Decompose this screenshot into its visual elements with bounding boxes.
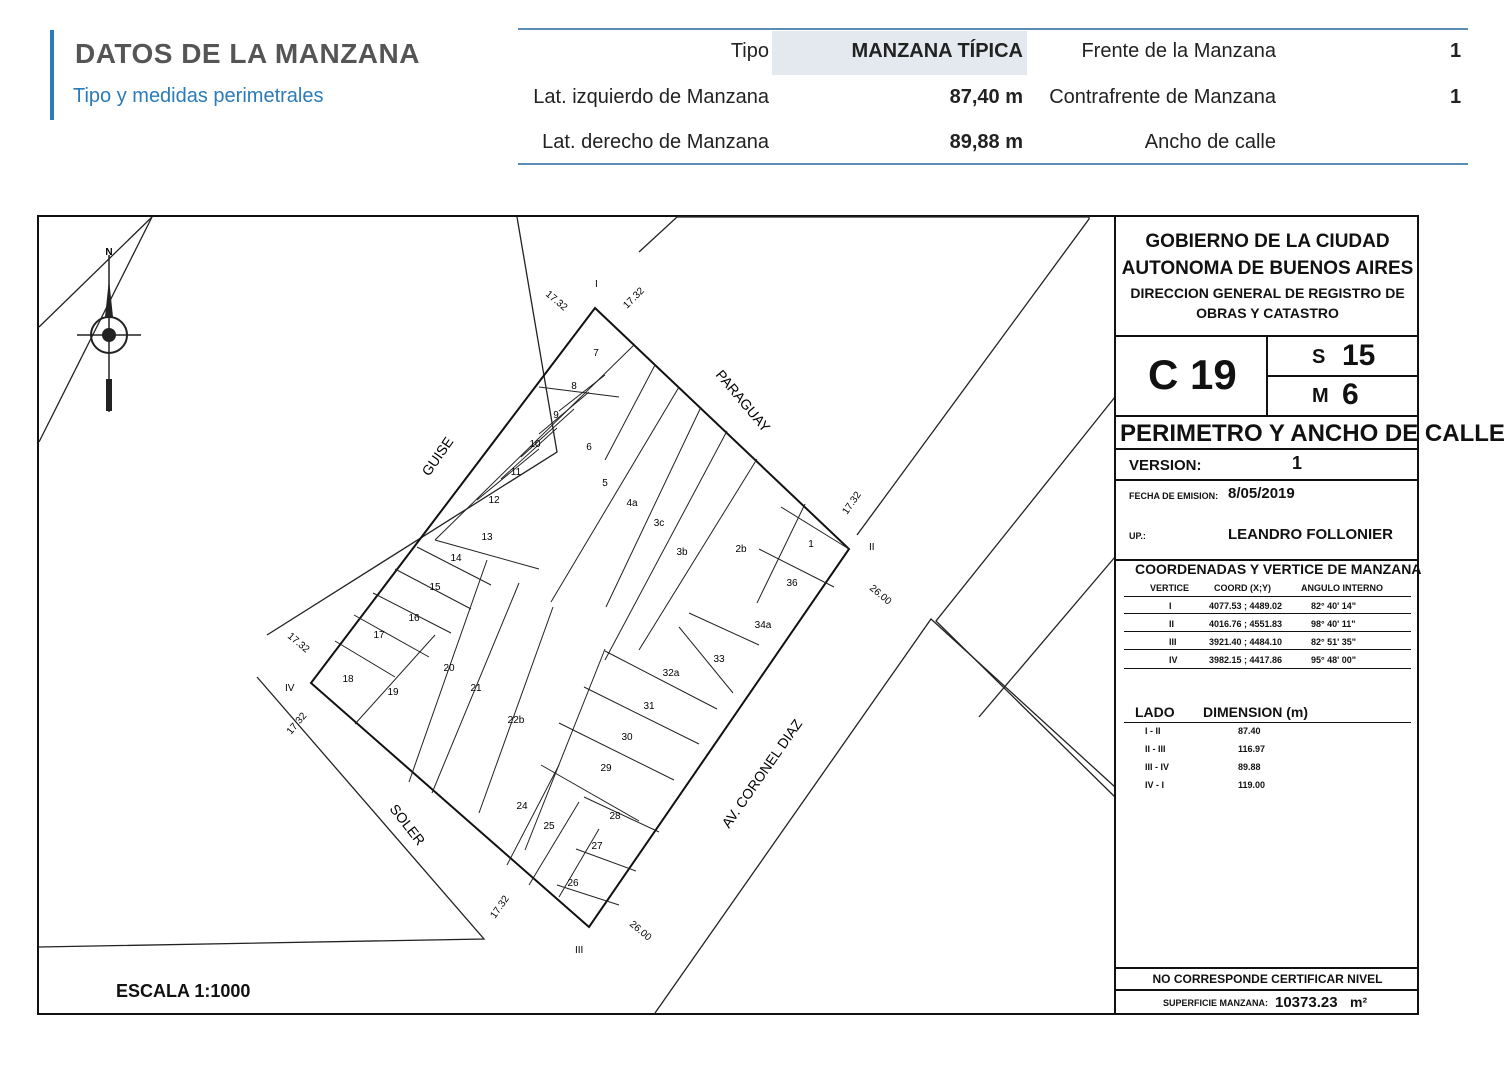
page-subtitle: Tipo y medidas perimetrales — [73, 85, 324, 107]
southwest-block-outline — [39, 677, 484, 947]
tipo-label: Tipo — [730, 40, 769, 62]
coord-header-vertice: VERTICE — [1150, 583, 1190, 593]
surrounding-blocks — [39, 217, 1115, 1013]
dim-6: 17.32 — [488, 893, 512, 921]
lot-label: 22b — [507, 715, 525, 726]
lot-label: 6 — [586, 442, 592, 453]
lot-label: 21 — [470, 683, 482, 694]
lot-label: 3c — [653, 518, 665, 529]
vertex-i: I — [595, 279, 598, 290]
lot-label: 16 — [408, 613, 420, 624]
lot-label: 32a — [662, 668, 680, 679]
fecha-label: FECHA DE EMISION: — [1129, 491, 1219, 501]
lat-der-label: Lat. derecho de Manzana — [542, 131, 769, 153]
lot-label: 13 — [481, 532, 493, 543]
lot-label: 29 — [600, 763, 612, 774]
seccion-value: 15 — [1342, 339, 1376, 372]
lot-label: 31 — [643, 701, 655, 712]
lot-label: 14 — [450, 553, 462, 564]
nivel-note: NO CORRESPONDE CERTIFICAR NIVEL — [1152, 972, 1383, 986]
lot-label: 19 — [387, 687, 399, 698]
coord-header-angulo: ANGULO INTERNO — [1301, 583, 1383, 593]
nw-block-edge — [39, 217, 152, 442]
lado-name: IV - I — [1145, 780, 1165, 790]
lat-der-value: 89,88 m — [949, 131, 1023, 153]
lot-label: 8 — [571, 381, 577, 392]
coord-xy: 4077.53 ; 4489.02 — [1209, 601, 1283, 611]
lot-label: 30 — [621, 732, 633, 743]
north-block-outline — [639, 217, 1089, 535]
north-arrow-icon — [77, 247, 141, 412]
lot-label: 27 — [591, 841, 603, 852]
dir-line-2: OBRAS Y CATASTRO — [1196, 305, 1339, 321]
street-soler: SOLER — [386, 800, 429, 849]
coord-vertex: III — [1169, 637, 1177, 647]
seccion-label: S — [1312, 346, 1326, 368]
coord-xy: 4016.76 ; 4551.83 — [1209, 619, 1283, 629]
lot-label: 3b — [676, 547, 688, 558]
dim-2: 17.32 — [621, 285, 647, 312]
lot-label: 36 — [786, 578, 798, 589]
manzana-value: 6 — [1342, 378, 1359, 411]
lat-izq-value: 87,40 m — [949, 86, 1023, 108]
lot-label: 4a — [626, 498, 638, 509]
lot-label: 20 — [443, 663, 455, 674]
lado-name: III - IV — [1145, 762, 1170, 772]
dim-5: 17.32 — [284, 710, 310, 737]
dim-8: 26.00 — [627, 918, 654, 944]
frente-label: Frente de la Manzana — [1081, 40, 1276, 62]
contrafrente-label: Contrafrente de Manzana — [1049, 86, 1276, 108]
coord-xy: 3982.15 ; 4417.86 — [1209, 655, 1283, 665]
lot-label: 11 — [510, 467, 522, 478]
coord-vertex: IV — [1169, 655, 1178, 665]
coord-xy: 3921.40 ; 4484.10 — [1209, 637, 1283, 647]
north-label: N — [105, 247, 113, 258]
vertex-ii: II — [869, 542, 875, 553]
frente-value: 1 — [1450, 40, 1462, 62]
dimension-label: DIMENSION (m) — [1203, 704, 1308, 720]
up-value: LEANDRO FOLLONIER — [1228, 526, 1393, 543]
street-guise: GUISE — [418, 433, 457, 479]
dir-line-1: DIRECCION GENERAL DE REGISTRO DE — [1130, 285, 1405, 301]
lot-label: 10 — [529, 439, 541, 450]
lat-izq-label: Lat. izquierdo de Manzana — [533, 86, 769, 108]
header-accent-bar — [50, 30, 54, 120]
lado-dim: 87.40 — [1238, 726, 1261, 736]
west-block-outline — [267, 217, 557, 635]
vertex-iv: IV — [285, 683, 295, 694]
superficie-value: 10373.23 — [1275, 994, 1338, 1011]
ancho-label: Ancho de calle — [1144, 131, 1276, 153]
dim-7: 26.00 — [867, 582, 894, 608]
lot-label: 5 — [602, 478, 608, 489]
east-block-edge — [979, 557, 1115, 717]
coord-header-coord: COORD (X;Y) — [1214, 583, 1271, 593]
lot-label: 33 — [713, 654, 725, 665]
lot-label: 9 — [553, 410, 559, 421]
cadastral-plan — [39, 217, 1115, 1013]
lot-label: 15 — [429, 582, 441, 593]
lot-label: 7 — [593, 348, 599, 359]
circunscripcion: C 19 — [1148, 351, 1237, 398]
version-label: VERSION: — [1129, 457, 1202, 474]
east-block-outline — [936, 397, 1115, 797]
lot-label: 24 — [516, 801, 528, 812]
lado-dim: 89.88 — [1238, 762, 1261, 772]
vertex-iii: III — [575, 945, 584, 956]
lado-label: LADO — [1135, 704, 1175, 720]
lado-name: II - III — [1145, 744, 1166, 754]
coord-angle: 95° 48' 00" — [1311, 655, 1357, 665]
contrafrente-value: 1 — [1450, 86, 1462, 108]
coord-vertex: II — [1169, 619, 1175, 629]
manzana-label: M — [1312, 385, 1329, 407]
coord-angle: 98° 40' 11" — [1311, 619, 1356, 629]
lado-dim: 116.97 — [1238, 744, 1266, 754]
lot-label: 1 — [808, 539, 814, 550]
lot-label: 25 — [543, 821, 555, 832]
lot-label: 28 — [609, 811, 621, 822]
street-coronel-diaz: AV. CORONEL DIAZ — [718, 716, 806, 831]
summary-bottom-rule — [518, 163, 1468, 165]
dim-1: 17.32 — [543, 288, 570, 314]
page-title: DATOS DE LA MANZANA — [75, 38, 420, 69]
lado-name: I - II — [1145, 726, 1161, 736]
nw-block-edge2 — [39, 217, 152, 327]
lot-label: 17 — [373, 630, 385, 641]
summary-top-rule — [518, 28, 1468, 30]
title-block — [1114, 217, 1505, 1013]
lot-label: 34a — [754, 620, 772, 631]
gov-line-2: AUTONOMA DE BUENOS AIRES — [1121, 258, 1414, 279]
lot-label: 26 — [567, 878, 579, 889]
coord-angle: 82° 40' 14" — [1311, 601, 1357, 611]
dim-4: 17.32 — [285, 630, 312, 656]
gov-line-1: GOBIERNO DE LA CIUDAD — [1145, 231, 1390, 252]
street-paraguay: PARAGUAY — [712, 366, 774, 435]
superficie-label: SUPERFICIE MANZANA: — [1163, 998, 1268, 1008]
superficie-unit: m² — [1350, 994, 1368, 1010]
lot-label: 12 — [488, 495, 500, 506]
perimetro-title: PERIMETRO Y ANCHO DE CALLE — [1120, 420, 1505, 447]
up-label: UP.: — [1129, 531, 1146, 541]
tipo-value: MANZANA TÍPICA — [851, 40, 1023, 62]
lado-dim: 119.00 — [1238, 780, 1266, 790]
block-perimeter — [311, 308, 849, 927]
fecha-value: 8/05/2019 — [1228, 485, 1295, 502]
coord-vertex: I — [1169, 601, 1172, 611]
coord-title: COORDENADAS Y VERTICE DE MANZANA — [1135, 561, 1422, 577]
lot-label: 18 — [342, 674, 354, 685]
dim-3: 17.32 — [840, 489, 864, 517]
lot-label: 2b — [735, 544, 747, 555]
plan-scale: ESCALA 1:1000 — [116, 981, 251, 1001]
version-value: 1 — [1292, 453, 1303, 473]
coord-angle: 82° 51' 35" — [1311, 637, 1357, 647]
